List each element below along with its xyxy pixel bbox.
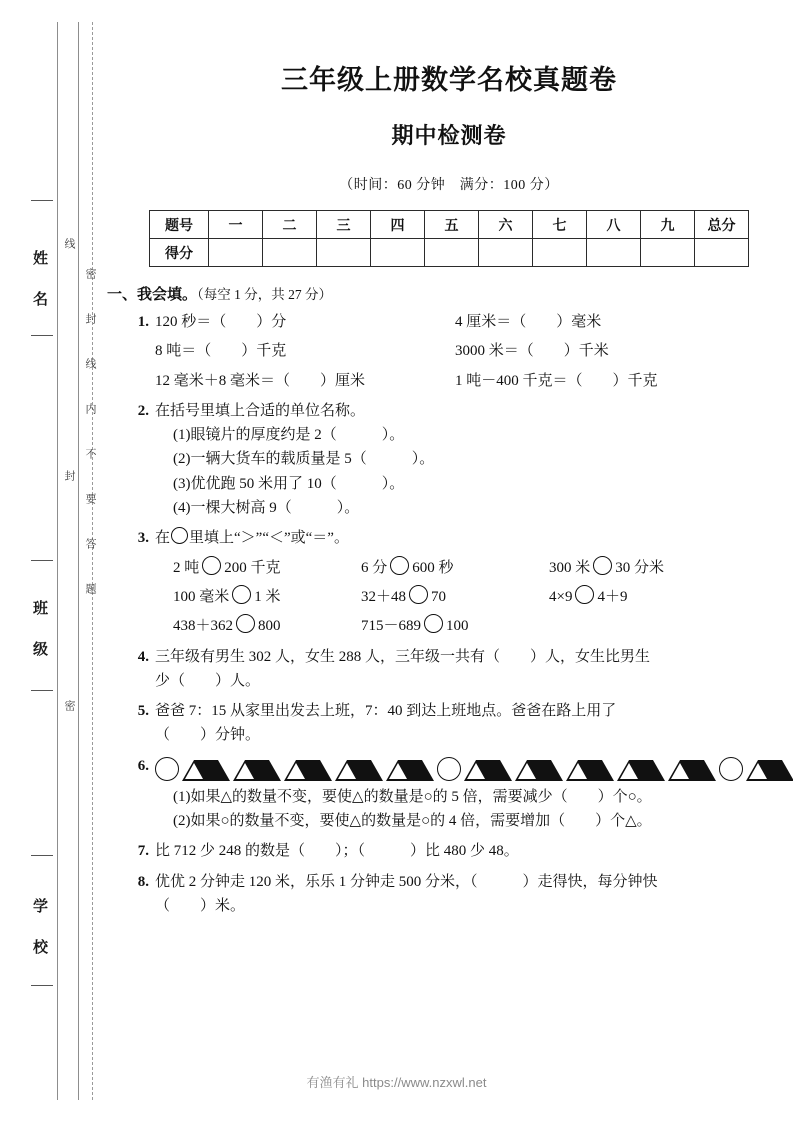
margin-rule	[31, 690, 53, 691]
score-col-8: 八	[587, 211, 641, 239]
q3-cmp-2	[361, 556, 549, 580]
q6-item-2: (2)如果○的数量不变，要使△的数量是○的 4 倍，需要增加（ ）个△。	[173, 813, 652, 830]
question-body	[155, 839, 793, 863]
q3-cmp-5	[361, 585, 549, 609]
table-row-scores	[150, 239, 749, 267]
circle-shape-icon	[437, 757, 461, 781]
answer-circle-icon[interactable]	[236, 614, 255, 633]
q3-cmp-7-right: 800	[258, 618, 281, 635]
score-cell-2[interactable]	[263, 239, 317, 267]
q3-stem-part-b: 里填上“＞”“＜”或“＝”。	[189, 530, 349, 547]
q3-cmp-spacer	[549, 614, 793, 638]
question-body	[155, 699, 793, 748]
q3-cmp-2-right: 600 秒	[412, 559, 454, 576]
q3-row-2	[155, 585, 793, 609]
score-col-7: 七	[533, 211, 587, 239]
triangle-shape-icon	[284, 760, 332, 781]
table-row-header	[150, 211, 749, 239]
circle-shape-icon	[155, 757, 179, 781]
student-name-label: 姓 名	[31, 250, 47, 311]
score-col-6: 六	[479, 211, 533, 239]
q3-stem-part-a: 在	[155, 530, 171, 547]
section-title-1	[105, 283, 793, 304]
q3-cmp-2-left: 6 分	[361, 559, 388, 576]
score-cell-5[interactable]	[425, 239, 479, 267]
exam-content	[105, 0, 793, 1122]
q3-cmp-7	[173, 614, 361, 638]
question-number: 6.	[137, 757, 149, 774]
question-1	[105, 310, 793, 393]
margin-rule	[31, 560, 53, 561]
student-class-label: 班 级	[31, 600, 47, 661]
q3-cmp-4-right: 1 米	[254, 588, 281, 605]
q3-cmp-5-left: 32＋48	[361, 588, 407, 605]
q2-item-4: (4)一棵大树高 9（ ）。	[173, 500, 360, 517]
seal-mark-feng: 封	[63, 470, 75, 511]
q5-line-1: 爸爸 7：15 从家里出发去上班，7：40 到达上班地点。爸爸在路上用了	[155, 703, 617, 720]
q1-left-1: 120 秒＝（ ）分	[155, 314, 287, 330]
q3-row-1	[155, 556, 793, 580]
question-7	[105, 839, 793, 863]
score-table	[149, 210, 749, 267]
q5-line-2: （ ）分钟。	[155, 727, 261, 744]
triangle-shape-icon	[617, 760, 665, 781]
q3-cmp-3-right: 30 分米	[615, 559, 665, 576]
question-number: 2.	[137, 402, 149, 419]
margin-vertical-line-1	[57, 22, 58, 1100]
q3-cmp-4	[173, 585, 361, 609]
triangle-shape-icon	[335, 760, 383, 781]
question-body	[155, 310, 793, 393]
score-col-1: 一	[209, 211, 263, 239]
triangle-shape-icon	[746, 760, 793, 781]
q3-cmp-6	[549, 585, 793, 609]
score-cell-4[interactable]	[371, 239, 425, 267]
q3-cmp-7-left: 438＋362	[173, 618, 234, 635]
answer-circle-icon[interactable]	[424, 614, 443, 633]
q1-left-3: 12 毫米＋8 毫米＝（ ）厘米	[155, 372, 366, 389]
answer-circle-icon[interactable]	[409, 585, 428, 604]
q3-stem	[155, 526, 793, 550]
margin-vertical-line-2	[78, 22, 79, 1100]
triangle-shape-icon	[182, 760, 230, 781]
q4-line-1: 三年级有男生 302 人，女生 288 人，三年级一共有（ ）人，女生比男生	[155, 648, 651, 665]
q1-right-1: 4 厘米＝（ ）毫米	[455, 314, 602, 330]
circle-icon	[171, 527, 188, 544]
answer-circle-icon[interactable]	[390, 556, 409, 575]
question-number: 5.	[137, 703, 149, 720]
question-body	[155, 645, 793, 694]
question-4	[105, 645, 793, 694]
triangle-shape-icon	[668, 760, 716, 781]
question-6	[105, 754, 793, 834]
question-2	[105, 399, 793, 520]
score-col-5: 五	[425, 211, 479, 239]
answer-circle-icon[interactable]	[232, 585, 251, 604]
margin-rule	[31, 200, 53, 201]
triangle-shape-icon	[515, 760, 563, 781]
margin-rule	[31, 335, 53, 336]
q6-item-1: (1)如果△的数量不变，要使△的数量是○的 5 倍，需要减少（ ）个○。	[173, 788, 652, 805]
q8-line-1: 优优 2 分钟走 120 米，乐乐 1 分钟走 500 分米，（ ）走得快，每分钟快	[155, 873, 658, 890]
triangle-shape-icon	[566, 760, 614, 781]
question-number: 3.	[137, 530, 149, 547]
question-1-row-1	[155, 310, 793, 334]
seal-notice-text: 密封线内不要答题	[84, 268, 96, 628]
section-points: （每空 1 分，共 27 分）	[197, 287, 333, 302]
q2-item-2: (2)一辆大货车的载质量是 5（ ）。	[173, 451, 435, 468]
q2-item-1: (1)眼镜片的厚度约是 2（ ）。	[173, 427, 405, 444]
question-body	[155, 399, 793, 520]
q3-cmp-8-right: 100	[446, 618, 469, 635]
q4-line-2: 少（ ）人。	[155, 672, 261, 689]
triangle-shape-icon	[233, 760, 281, 781]
question-number: 7.	[137, 843, 149, 860]
question-1-row-3	[155, 369, 793, 393]
q1-right-3: 1 吨－400 千克＝（ ）千克	[455, 372, 658, 389]
score-cell-1[interactable]	[209, 239, 263, 267]
q8-line-2: （ ）米。	[155, 897, 246, 914]
score-row-label: 题号	[150, 211, 209, 239]
margin-rule	[31, 855, 53, 856]
q3-cmp-3	[549, 556, 793, 580]
seal-margin	[0, 0, 105, 1122]
page-subtitle: 期中检测卷	[391, 123, 507, 148]
q3-cmp-1-left: 2 吨	[173, 559, 200, 576]
q2-item-3: (3)优优跑 50 米用了 10（ ）。	[173, 475, 405, 492]
seal-mark-xian: 密	[63, 700, 75, 741]
shape-sequence	[155, 754, 793, 781]
q2-stem: 在括号里填上合适的单位名称。	[155, 402, 366, 419]
question-body	[155, 754, 793, 834]
q3-cmp-5-right: 70	[431, 588, 447, 605]
score-col-4: 四	[371, 211, 425, 239]
score-col-2: 二	[263, 211, 317, 239]
page-title: 三年级上册数学名校真题卷	[281, 65, 617, 95]
question-3	[105, 526, 793, 638]
q3-cmp-6-left: 4×9	[549, 588, 573, 605]
q3-cmp-8	[361, 614, 549, 638]
score-row-label-2: 得分	[150, 239, 209, 267]
question-body	[155, 526, 793, 638]
q3-cmp-8-left: 715－689	[361, 618, 422, 635]
question-body	[155, 870, 793, 919]
question-5	[105, 699, 793, 748]
score-cell-6[interactable]	[479, 239, 533, 267]
question-number: 1.	[137, 314, 149, 330]
margin-rule	[31, 985, 53, 986]
triangle-shape-icon	[464, 760, 512, 781]
watermark-url: https://www.nzxwl.net	[362, 1075, 487, 1090]
question-number: 8.	[137, 873, 149, 890]
student-school-label: 学 校	[31, 898, 47, 959]
answer-circle-icon[interactable]	[593, 556, 612, 575]
exam-time-info: （时间：60 分钟 满分：100 分）	[339, 178, 559, 193]
q3-row-3	[155, 614, 793, 638]
score-col-total: 总分	[695, 211, 749, 239]
score-cell-8[interactable]	[587, 239, 641, 267]
question-8	[105, 870, 793, 919]
seal-mark-mi: 线	[63, 238, 75, 279]
q7-line-1: 比 712 少 248 的数是（ ）；（ ）比 480 少 48。	[155, 843, 519, 860]
triangle-shape-icon	[386, 760, 434, 781]
q3-cmp-1	[173, 556, 361, 580]
q1-right-2: 3000 米＝（ ）千米	[455, 343, 609, 360]
answer-circle-icon[interactable]	[202, 556, 221, 575]
q3-cmp-6-right: 4＋9	[597, 588, 628, 605]
score-cell-total[interactable]	[695, 239, 749, 267]
q3-cmp-3-left: 300 米	[549, 559, 591, 576]
score-cell-7[interactable]	[533, 239, 587, 267]
question-number: 4.	[137, 648, 149, 665]
score-cell-9[interactable]	[641, 239, 695, 267]
q3-cmp-4-left: 100 毫米	[173, 588, 230, 605]
watermark-brand: 有渔有礼	[306, 1075, 359, 1090]
question-1-row-2	[155, 339, 793, 363]
footer-watermark	[0, 1072, 793, 1091]
answer-circle-icon[interactable]	[575, 585, 594, 604]
q3-cmp-1-right: 200 千克	[224, 559, 281, 576]
score-col-3: 三	[317, 211, 371, 239]
score-cell-3[interactable]	[317, 239, 371, 267]
score-col-9: 九	[641, 211, 695, 239]
q1-left-2: 8 吨＝（ ）千克	[155, 343, 287, 360]
section-label: 一、我会填。	[107, 287, 198, 303]
circle-shape-icon	[719, 757, 743, 781]
